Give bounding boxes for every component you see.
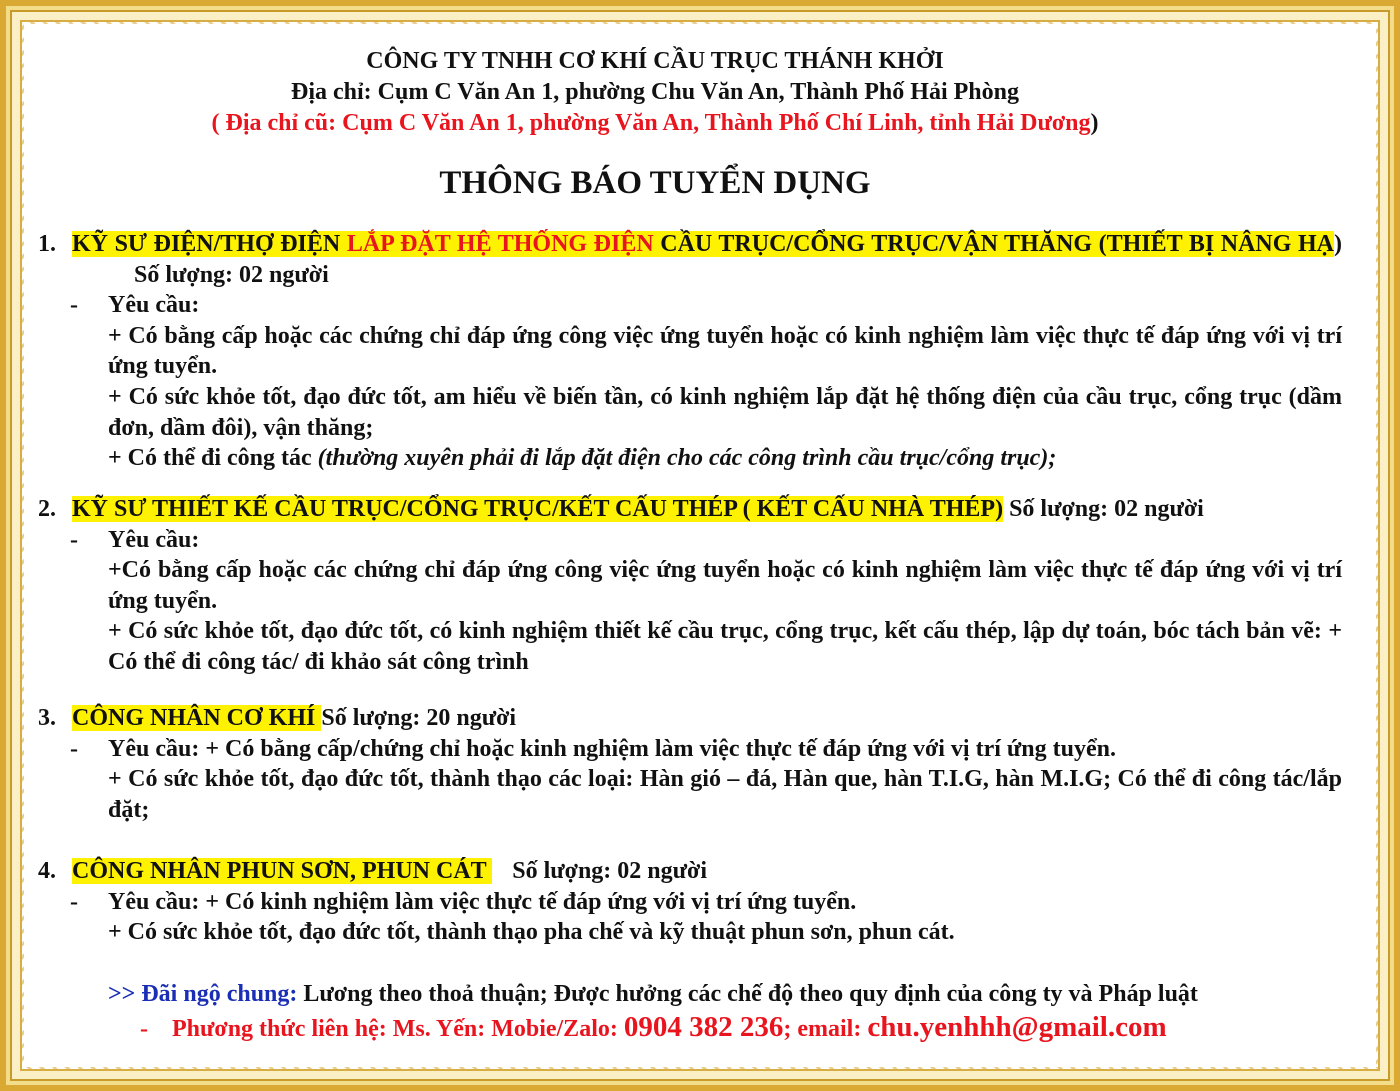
section-title: KỸ SƯ THIẾT KẾ CẦU TRỤC/CỔNG TRỤC/KẾT CẤU THÉP ( KẾT CẤU NHÀ THÉP) [72, 496, 1004, 522]
section-heading [72, 229, 1342, 290]
section-number: 1. [38, 231, 56, 257]
section-heading [72, 703, 1342, 734]
company-address: Địa chỉ: Cụm C Văn An 1, phường Chu Văn An, Thành Phố Hải Phòng [291, 79, 1019, 105]
requirement-3 [108, 443, 1342, 474]
bullet-dash: - [70, 888, 78, 915]
requirement-2: + Có sức khỏe tốt, đạo đức tốt, thành thạo pha chế và kỹ thuật phun sơn, phun cát. [108, 919, 955, 946]
old-address-close: ) [1090, 110, 1099, 136]
section-title-close: ) [1334, 231, 1343, 257]
contact-label: Phương thức liên hệ: Ms. Yến: Mobie/Zalo: [172, 1016, 624, 1042]
requirement-2: + Có sức khỏe tốt, đạo đức tốt, am hiểu về biến tần, có kinh nghiệm lắp đặt hệ thống điện của cầu trục, cổng trục (dầm đơn, dầm đôi), vận thăng; [108, 383, 1342, 441]
contact-email-label: ; email: [783, 1016, 868, 1042]
requirement-3-italic: (thường xuyên phải đi lắp đặt điện cho các công trình cầu trục/cổng trục); [317, 445, 1057, 472]
section-number: 3. [38, 705, 56, 731]
contact-email[interactable]: chu.yenhhh@gmail.com [867, 1011, 1167, 1043]
requirement-1: Yêu cầu: + Có kinh nghiệm làm việc thực tế đáp ứng với vị trí ứng tuyển. [108, 888, 857, 915]
section-title-part1: KỸ SƯ ĐIỆN/THỢ ĐIỆN [72, 231, 347, 257]
old-address-open: ( [211, 110, 226, 136]
requirement-3-prefix: + Có thể đi công tác [108, 445, 318, 472]
section-quantity: Số lượng: 02 người [1009, 496, 1204, 522]
job-section-2 [38, 494, 1342, 678]
contact-phone[interactable]: 0904 382 236 [623, 1011, 784, 1043]
section-quantity: Số lượng: 02 người [512, 858, 707, 884]
page-title: THÔNG BÁO TUYỂN DỤNG [439, 165, 871, 201]
section-title-part2: CẦU TRỤC/CỔNG TRỤC/VẬN THĂNG (THIẾT BỊ NÂNG HẠ [653, 231, 1335, 257]
requirement-1: +Có bằng cấp hoặc các chứng chỉ đáp ứng công việc ứng tuyển hoặc có kinh nghiệm làm việc thực tế đáp ứng với vị trí ứng tuyển. [108, 557, 1342, 614]
requirement-label: Yêu cầu: [108, 526, 200, 553]
section-heading [72, 856, 1342, 887]
bullet-dash: - [70, 292, 78, 319]
section-title: CÔNG NHÂN PHUN SƠN, PHUN CÁT [72, 858, 493, 884]
requirement-2: + Có sức khỏe tốt, đạo đức tốt, thành thạo các loại: Hàn gió – đá, Hàn que, hàn T.I.G, hàn M.I.G; Có thể đi công tác/lắp đặt; [108, 766, 1342, 823]
bullet-dash: - [70, 735, 78, 762]
old-address-line [0, 108, 1310, 139]
section-title-red: LẮP ĐẶT HỆ THỐNG ĐIỆN [346, 231, 654, 257]
benefits-label: >> Đãi ngộ chung: [108, 981, 298, 1007]
section-quantity: Số lượng: 20 người [321, 705, 517, 731]
requirement-1: + Có bằng cấp hoặc các chứng chỉ đáp ứng công việc ứng tuyển hoặc có kinh nghiệm làm việc thực tế đáp ứng với vị trí ứng tuyển. [108, 322, 1342, 380]
benefits-line [108, 979, 1198, 1010]
benefits-text: Lương theo thoả thuận; Được hưởng các chế độ theo quy định của công ty và Pháp luật [297, 981, 1198, 1007]
section-number: 2. [38, 496, 56, 522]
contact-dash: - [140, 1016, 148, 1042]
requirement-label: Yêu cầu: [108, 292, 200, 319]
old-address: Địa chỉ cũ: Cụm C Văn An 1, phường Văn An, Thành Phố Chí Linh, tỉnh Hải Dương [225, 110, 1091, 136]
section-heading [72, 494, 1342, 525]
company-name: CÔNG TY TNHH CƠ KHÍ CẦU TRỤC THÁNH KHỞI [366, 48, 944, 74]
job-section-1 [38, 229, 1342, 474]
contact-line [140, 1012, 1167, 1045]
section-title: CÔNG NHÂN CƠ KHÍ [72, 705, 322, 731]
requirement-1: Yêu cầu: + Có bằng cấp/chứng chỉ hoặc kinh nghiệm làm việc thực tế đáp ứng với vị trí ứng tuyển. [108, 735, 1116, 762]
job-section-3 [38, 703, 1342, 825]
job-section-4 [38, 856, 1342, 948]
bullet-dash: - [70, 526, 78, 553]
section-number: 4. [38, 858, 56, 884]
requirement-2: + Có sức khỏe tốt, đạo đức tốt, có kinh nghiệm thiết kế cầu trục, cổng trục, kết cấu thép, lập dự toán, bóc tách bản vẽ: + Có thể đi công tác/ đi khảo sát công trình [108, 618, 1342, 675]
section-quantity: Số lượng: 02 người [134, 261, 329, 288]
